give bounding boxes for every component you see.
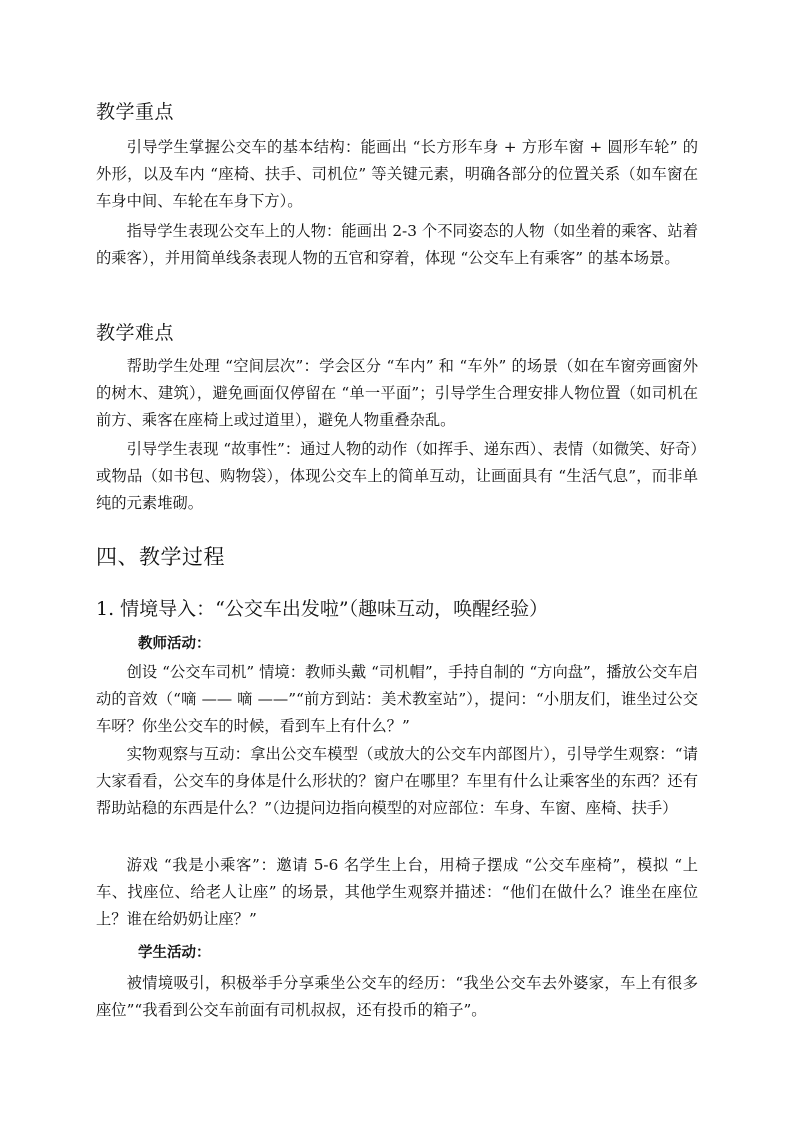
student-activity-paragraph-1: 被情境吸引，积极举手分享乘坐公交车的经历：“我坐公交车去外婆家，车上有很多座位”“我看到公交车前面有司机叔叔，还有投币的箱子”。 [96, 974, 698, 1019]
difficulty-paragraph-2: 引导学生表现 “故事性”：通过人物的动作（如挥手、递东西）、表情（如微笑、好奇）或物品（如书包、购物袋），体现公交车上的简单互动，让画面具有 “生活气息”，而非单纯的元素堆砌。 [96, 440, 698, 512]
key-point-paragraph-2: 指导学生表现公交车上的人物：能画出 2-3 个不同姿态的人物（如坐着的乘客、站着的乘客），并用简单线条表现人物的五官和穿着，体现 “公交车上有乘客” 的基本场景。 [96, 222, 698, 267]
teacher-activity-paragraph-1: 创设 “公交车司机” 情境：教师头戴 “司机帽”，手持自制的 “方向盘”，播放公交车启动的音效（“嘀 —— 嘀 ——”“前方到站：美术教室站”），提问：“小朋友们，谁坐过公交车呀？你坐公交车的时候，看到车上有什么？” [96, 663, 698, 735]
teacher-activity-paragraph-2: 实物观察与互动：拿出公交车模型（或放大的公交车内部图片），引导学生观察：“请大家看看，公交车的身体是什么形状的？窗户在哪里？车里有什么让乘客坐的东西？还有帮助站稳的东西是什么？”（边提问边指向模型的对应部位：车身、车窗、座椅、扶手） [96, 745, 698, 817]
student-activity-label: 学生活动： [138, 944, 211, 961]
difficulty-paragraph-1: 帮助学生处理 “空间层次”：学会区分 “车内” 和 “车外” 的场景（如在车窗旁画窗外的树木、建筑），避免画面仅停留在 “单一平面”；引导学生合理安排人物位置（如司机在前方、乘客在座椅上或过道里），避免人物重叠杂乱。 [96, 357, 698, 429]
teacher-activity-paragraph-3: 游戏 “我是小乘客”：邀请 5-6 名学生上台，用椅子摆成 “公交车座椅”，模拟 “上车、找座位、给老人让座” 的场景，其他学生观察并描述：“他们在做什么？谁坐在座位上？谁在给奶奶让座？” [96, 856, 698, 928]
key-point-paragraph-1: 引导学生掌握公交车的基本结构：能画出 “长方形车身 + 方形车窗 + 圆形车轮” 的外形，以及车内 “座椅、扶手、司机位” 等关键元素，明确各部分的位置关系（如车窗在车身中间、车轮在车身下方）。 [96, 138, 698, 210]
section-title-process: 四、教学过程 [96, 545, 225, 569]
section-title-key-points: 教学重点 [96, 101, 175, 123]
step-title-situation-intro: 1. 情境导入：“公交车出发啦”（趣味互动，唤醒经验） [96, 598, 549, 620]
section-title-difficulties: 教学难点 [96, 322, 175, 344]
teacher-activity-label: 教师活动： [138, 635, 211, 652]
